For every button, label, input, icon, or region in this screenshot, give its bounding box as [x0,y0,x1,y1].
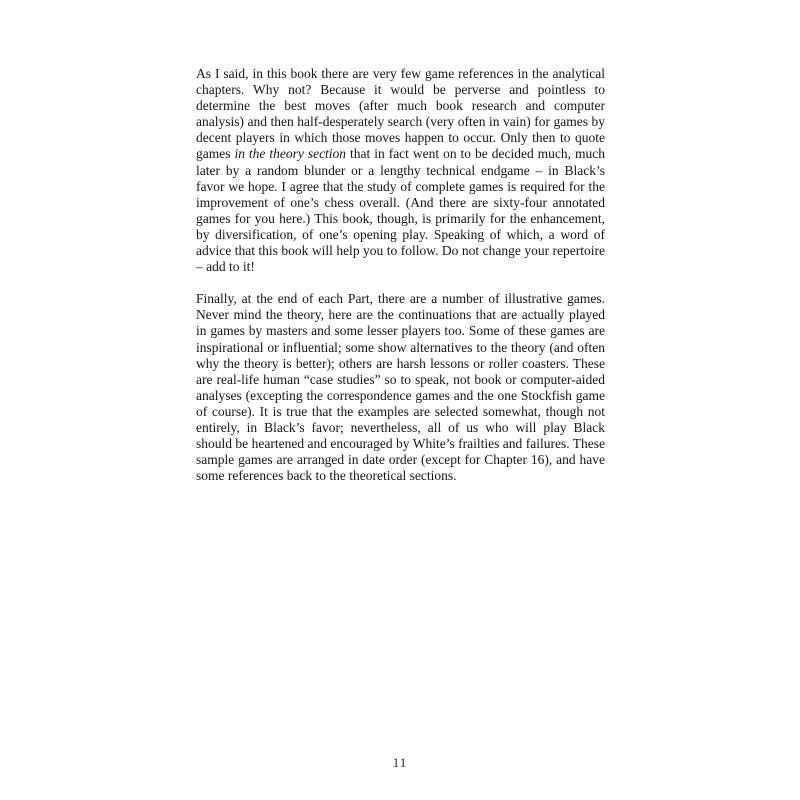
text-run: that in fact went on to be decided much, much later by a random blunder or a lengthy technical endgame – in Black’s favor we hope. I agree that the study of complete games is required for the improvement of one’s chess overall. (And there are sixty-four annotated games for you here.) This book, though, is primarily for the enhancement, by diversification, of one’s opening play. Speaking of which, a word of advice that this book will help you to follow. Do not change your repertoire – add to it! [196,146,605,275]
text-run: As I said, in this book there are very few game references in the analytical chapters. Why not? Because it would be perverse and pointless to determine the best moves (after much book research and computer analysis) and then half-desperately search (very often in vain) for games by decent players in which those moves happen to occur. Only then to quote games [196,66,605,162]
paragraph [196,66,605,275]
body-text [196,66,605,484]
page-number: 11 [392,755,408,770]
text-run: Finally, at the end of each Part, there are a number of illustrative games. Never mind the theory, here are the continuations that are actually played in games by masters and some lesser players too. Some of these games are inspirational or influential; some show alternatives to the theory (and often why the theory is better); others are harsh lessons or roller coasters. These are real-life human “case studies” so to speak, not book or computer-aided analyses (excepting the correspondence games and the one Stockfish game of course). It is true that the examples are selected somewhat, though not entirely, in Black’s favor; nevertheless, all of us who will play Black should be heartened and encouraged by White’s frailties and failures. These sample games are arranged in date order (except for Chapter 16), and have some references back to the theoretical sections. [196,291,605,484]
italic-text-run: in the theory section [234,146,347,162]
paragraph [196,291,605,484]
